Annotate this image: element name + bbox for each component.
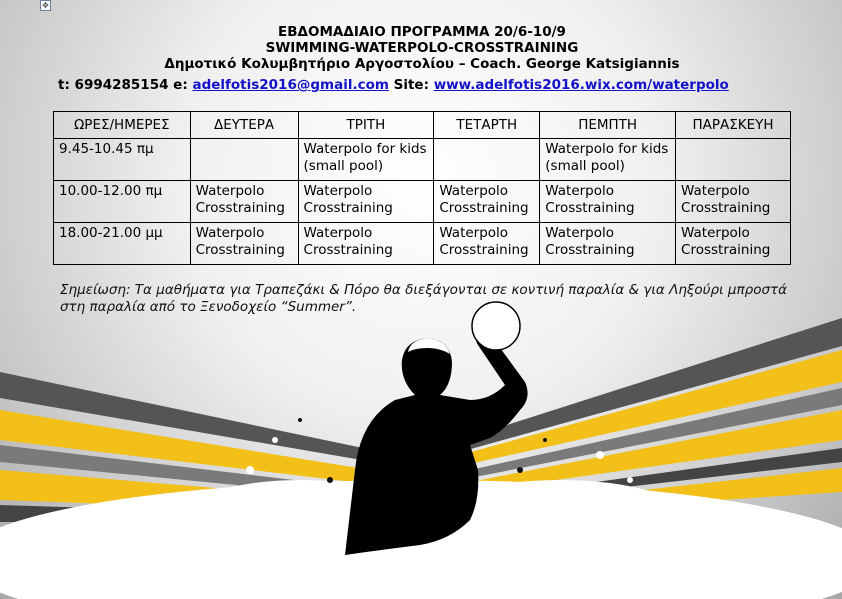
table-header-row bbox=[54, 112, 791, 139]
header-cell-friday: ΠΑΡΑΣΚΕΥΗ bbox=[676, 112, 791, 139]
table-cell: Waterpolo Crosstraining bbox=[434, 181, 540, 223]
table-cell: Waterpolo Crosstraining bbox=[190, 181, 298, 223]
email-link[interactable]: adelfotis2016@gmail.com bbox=[192, 77, 389, 93]
table-row bbox=[54, 181, 791, 223]
venue-line: Δημοτικό Κολυμβητήριο Αργοστολίου – Coach. George Katsigiannis bbox=[164, 56, 680, 72]
site-label: Site: bbox=[388, 77, 434, 93]
table-cell: Waterpolo Crosstraining bbox=[298, 223, 434, 265]
schedule-table bbox=[53, 111, 791, 265]
phone-label: t: 6994285154 e: bbox=[58, 77, 193, 93]
header-cell-thursday: ΠΕΜΠΤΗ bbox=[540, 112, 676, 139]
table-row bbox=[54, 223, 791, 265]
table-cell: Waterpolo for kids (small pool) bbox=[298, 139, 434, 181]
site-link[interactable]: www.adelfotis2016.wix.com/waterpolo bbox=[433, 77, 729, 93]
table-cell: Waterpolo Crosstraining bbox=[540, 223, 676, 265]
schedule-subtitle: SWIMMING-WATERPOLO-CROSSTRAINING bbox=[265, 40, 579, 56]
table-cell: Waterpolo Crosstraining bbox=[298, 181, 434, 223]
header-cell-monday: ΔΕΥΤΕΡΑ bbox=[190, 112, 298, 139]
table-anchor-icon[interactable]: ✥ bbox=[40, 0, 51, 11]
table-cell: Waterpolo for kids (small pool) bbox=[540, 139, 676, 181]
header-cell-hours: ΩΡΕΣ/ΗΜΕΡΕΣ bbox=[54, 112, 191, 139]
table-cell: Waterpolo Crosstraining bbox=[190, 223, 298, 265]
time-cell: 18.00-21.00 μμ bbox=[54, 223, 191, 265]
table-cell bbox=[434, 139, 540, 181]
table-cell: Waterpolo Crosstraining bbox=[434, 223, 540, 265]
schedule-note: Σημείωση: Τα μαθήματα για Τραπεζάκι & Πόρο θα διεξάγονται σε κοντινή παραλία & για Ληξούρι μπροστά στη παραλία από το Ξενοδοχείο “Summer”. bbox=[60, 282, 788, 315]
table-cell: Waterpolo Crosstraining bbox=[676, 181, 791, 223]
table-cell bbox=[190, 139, 298, 181]
header-cell-tuesday: ΤΡΙΤΗ bbox=[298, 112, 434, 139]
schedule-title: ΕΒΔΟΜΑΔΙΑΙΟ ΠΡΟΓΡΑΜΜΑ 20/6-10/9 bbox=[278, 24, 566, 40]
table-cell bbox=[676, 139, 791, 181]
table-row bbox=[54, 139, 791, 181]
contact-line bbox=[58, 77, 818, 93]
table-cell: Waterpolo Crosstraining bbox=[540, 181, 676, 223]
time-cell: 10.00-12.00 πμ bbox=[54, 181, 191, 223]
header-cell-wednesday: ΤΕΤΑΡΤΗ bbox=[434, 112, 540, 139]
table-cell: Waterpolo Crosstraining bbox=[676, 223, 791, 265]
time-cell: 9.45-10.45 πμ bbox=[54, 139, 191, 181]
document-header bbox=[40, 24, 804, 72]
